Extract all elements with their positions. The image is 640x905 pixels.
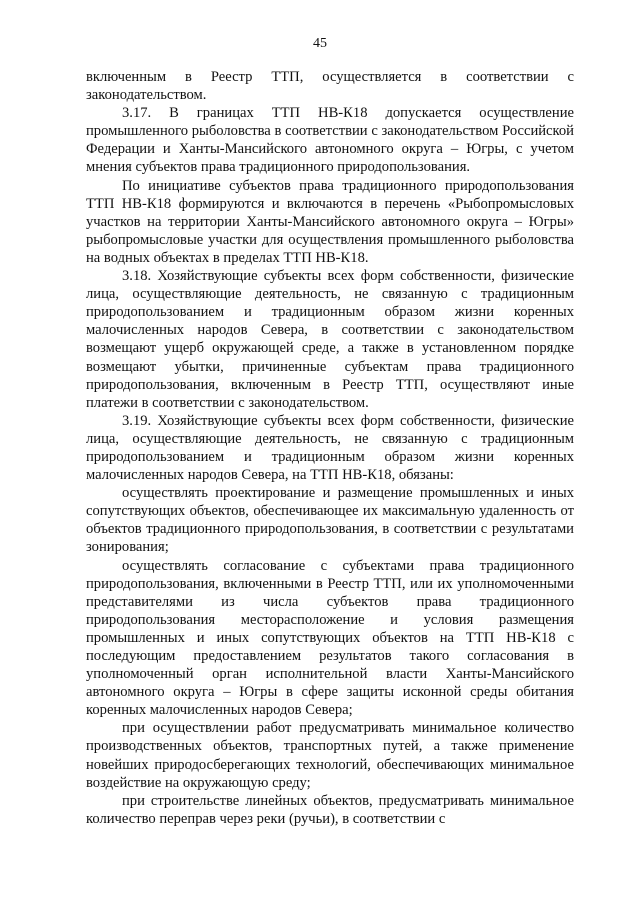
obligation-river-crossings: при строительстве линейных объектов, предусматривать минимальное количество переправ через реки (ручьи), в соответствии с	[86, 792, 574, 827]
paragraph-3-19: 3.19. Хозяйствующие субъекты всех форм собственности, физические лица, осуществляющие деятельность, не связанную с традиционным природопользованием и традиционным образом жизни коренных малочисленных народов Севера, на ТТП НВ-К18, обязаны:	[86, 412, 574, 484]
paragraph-continuation: включенным в Реестр ТТП, осуществляется в соответствии с законодательством.	[86, 69, 574, 104]
obligation-design-placement: осуществлять проектирование и размещение промышленных и иных сопутствующих объектов, обеспечивающее их максимальную удаленность от объектов традиционного природопользования, в соответствии с результатами зонирования;	[86, 485, 574, 556]
page-number: 45	[313, 36, 327, 51]
paragraph-3-17: 3.17. В границах ТТП НВ-К18 допускается осуществление промышленного рыболовства в соответствии с законодательством Российской Федерации и Ханты-Мансийского автономного округа – Югры, с учетом мнения субъектов права традиционного природопользования.	[86, 105, 574, 176]
document-body	[86, 68, 574, 828]
obligation-coordination: осуществлять согласование с субъектами права традиционного природопользования, включенными в Реестр ТТП, или их уполномоченными представителями из числа субъектов права традиционного природопользования месторасположение и условия размещения промышленных и иных сопутствующих объектов на ТТП НВ-К18 с последующим предоставлением результатов такого согласования в уполномоченный орган исполнительной власти Ханты-Мансийского автономного округа – Югры в сфере защиты исконной среды обитания коренных малочисленных народов Севера;	[86, 557, 574, 719]
obligation-minimal-objects: при осуществлении работ предусматривать минимальное количество производственных объектов, транспортных путей, а также применение новейших природосберегающих технологий, обеспечивающих минимальное воздействие на окружающую среду;	[86, 720, 574, 791]
paragraph-3-18: 3.18. Хозяйствующие субъекты всех форм собственности, физические лица, осуществляющие деятельность, не связанную с традиционным природопользованием и традиционным образом жизни коренных малочисленных народов Севера, в соответствии с законодательством возмещают ущерб окружающей среде, а также в установленном порядке возмещают убытки, причиненные субъектам права традиционного природопользования, включенным в Реестр ТТП, осуществляют иные платежи в соответствии с законодательством.	[86, 268, 574, 411]
paragraph-fishing-areas: По инициативе субъектов права традиционного природопользования ТТП НВ-К18 формируются и включаются в перечень «Рыбопромысловых участков на территории Ханты-Мансийского автономного округа – Югры» рыбопромысловые участки для осуществления промышленного рыболовства на водных объектах в пределах ТТП НВ-К18.	[86, 177, 574, 266]
